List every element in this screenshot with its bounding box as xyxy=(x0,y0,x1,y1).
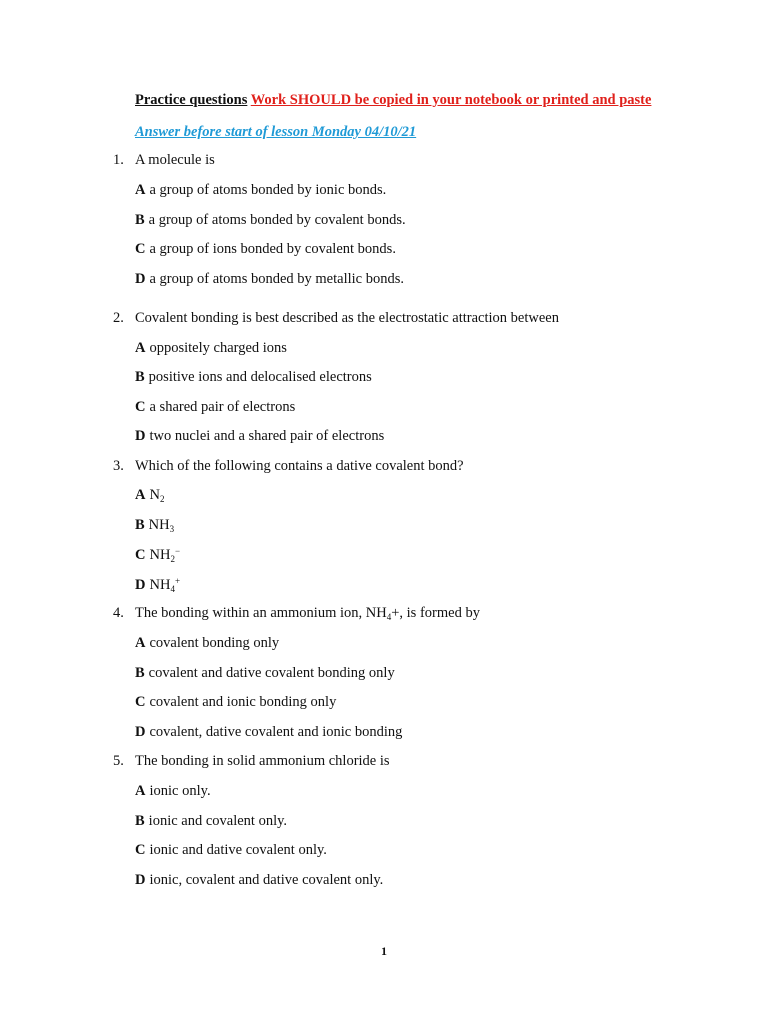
option-letter: D xyxy=(135,577,146,593)
formula: N xyxy=(149,487,160,503)
question-text: Which of the following contains a dative covalent bond? xyxy=(135,458,464,474)
option-text: oppositely charged ions xyxy=(149,340,287,356)
formula-subscript: 2 xyxy=(159,494,165,504)
q5-option-d xyxy=(135,872,383,889)
option-letter: B xyxy=(135,212,145,228)
q3-option-d xyxy=(135,576,180,594)
question-text: The bonding within an ammonium ion, NH xyxy=(135,605,387,621)
question-subscript: 4 xyxy=(386,612,392,622)
option-letter: B xyxy=(135,369,145,385)
q5-option-b xyxy=(135,813,287,830)
formula-charge: + xyxy=(174,576,181,586)
question-number: 3. xyxy=(113,458,124,474)
option-letter: D xyxy=(135,428,146,444)
option-letter: B xyxy=(135,813,145,829)
option-letter: C xyxy=(135,547,146,563)
question-1 xyxy=(113,152,215,169)
header-line xyxy=(135,92,651,109)
q2-option-a xyxy=(135,340,287,357)
question-5 xyxy=(113,753,390,770)
option-text: covalent and ionic bonding only xyxy=(149,694,337,710)
question-text: Covalent bonding is best described as the electrostatic attraction between xyxy=(135,310,559,326)
q5-option-c xyxy=(135,842,327,859)
q4-option-b xyxy=(135,665,395,682)
q1-option-b xyxy=(135,212,406,229)
option-text: ionic only. xyxy=(149,783,211,799)
q4-option-d xyxy=(135,724,402,741)
option-text: a shared pair of electrons xyxy=(149,399,296,415)
q3-option-b xyxy=(135,517,174,534)
option-text: covalent, dative covalent and ionic bonding xyxy=(149,724,403,740)
deadline-note: Answer before start of lesson Monday 04/10/21 xyxy=(135,124,417,140)
question-text: A molecule is xyxy=(135,152,215,168)
question-2 xyxy=(113,310,559,327)
q4-option-a xyxy=(135,635,279,652)
formula: NH xyxy=(149,577,171,593)
option-letter: D xyxy=(135,724,146,740)
q1-option-d xyxy=(135,271,404,288)
formula-subscript: 4 xyxy=(170,584,175,594)
q4-option-c xyxy=(135,694,336,711)
question-3 xyxy=(113,458,464,475)
option-text: a group of atoms bonded by ionic bonds. xyxy=(149,182,387,198)
practice-questions-title: Practice questions xyxy=(135,92,248,108)
copy-instruction: Work SHOULD be copied in your notebook or printed and paste xyxy=(250,92,652,108)
page-number: 1 xyxy=(381,944,387,958)
formula-subscript: 3 xyxy=(169,524,175,534)
option-letter: C xyxy=(135,694,146,710)
question-number: 4. xyxy=(113,605,124,621)
option-letter: A xyxy=(135,487,146,503)
option-text: a group of atoms bonded by covalent bonds. xyxy=(148,212,406,228)
question-number: 1. xyxy=(113,152,124,168)
q2-option-b xyxy=(135,369,372,386)
option-letter: A xyxy=(135,783,146,799)
option-letter: D xyxy=(135,872,146,888)
formula-subscript: 2 xyxy=(170,554,175,564)
formula: NH xyxy=(148,517,170,533)
formula-charge: − xyxy=(174,546,181,556)
question-number: 2. xyxy=(113,310,124,326)
question-text-end: +, is formed by xyxy=(391,605,480,621)
option-letter: B xyxy=(135,517,145,533)
question-number: 5. xyxy=(113,753,124,769)
option-letter: B xyxy=(135,665,145,681)
option-text: positive ions and delocalised electrons xyxy=(148,369,372,385)
question-text: The bonding in solid ammonium chloride is xyxy=(135,753,390,769)
q2-option-c xyxy=(135,399,295,416)
option-letter: C xyxy=(135,241,146,257)
option-letter: A xyxy=(135,340,146,356)
option-text: ionic, covalent and dative covalent only. xyxy=(149,872,384,888)
q3-option-a xyxy=(135,487,164,504)
option-text: a group of ions bonded by covalent bonds. xyxy=(149,241,396,257)
q1-option-c xyxy=(135,241,396,258)
question-4 xyxy=(113,605,480,622)
option-letter: D xyxy=(135,271,146,287)
option-letter: C xyxy=(135,399,146,415)
q3-option-c xyxy=(135,546,180,564)
option-text: covalent and dative covalent bonding only xyxy=(148,665,395,681)
option-text: two nuclei and a shared pair of electrons xyxy=(149,428,385,444)
q2-option-d xyxy=(135,428,384,445)
option-letter: A xyxy=(135,635,146,651)
q1-option-a xyxy=(135,182,386,199)
option-letter: C xyxy=(135,842,146,858)
option-text: ionic and dative covalent only. xyxy=(149,842,327,858)
formula: NH xyxy=(149,547,171,563)
q5-option-a xyxy=(135,783,211,800)
option-text: covalent bonding only xyxy=(149,635,280,651)
option-text: ionic and covalent only. xyxy=(148,813,288,829)
option-letter: A xyxy=(135,182,146,198)
option-text: a group of atoms bonded by metallic bonds. xyxy=(149,271,404,287)
